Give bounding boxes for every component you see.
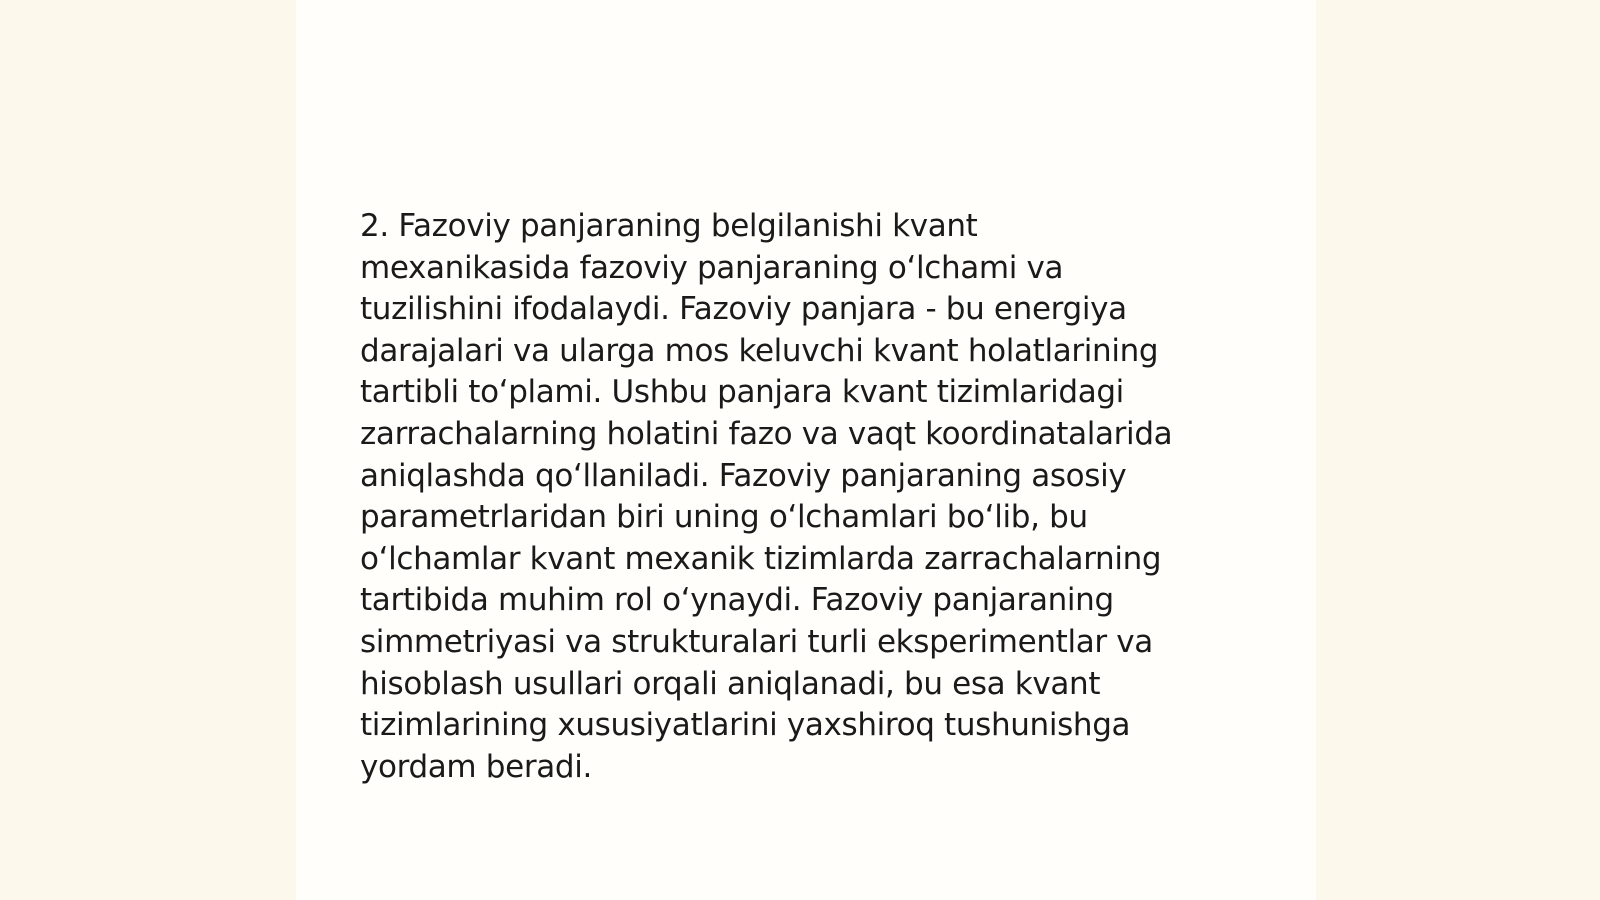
text-line: tartibli toʻplami. Ushbu panjara kvant tizimlaridagi: [360, 374, 1124, 411]
text-line: yordam beradi.: [360, 748, 592, 785]
text-line: tartibida muhim rol oʻynaydi. Fazoviy panjaraning: [360, 582, 1114, 619]
text-line: mexanikasida fazoviy panjaraning oʻlchami va: [360, 249, 1064, 286]
text-line: 2. Fazoviy panjaraning belgilanishi kvant: [360, 208, 978, 244]
text-line: oʻlchamlar kvant mexanik tizimlarda zarrachalarning: [360, 540, 1162, 577]
text-line: simmetriyasi va strukturalari turli eksperimentlar va: [360, 623, 1153, 660]
text-line: zarrachalarning holatini fazo va vaqt koordinatalarida: [360, 415, 1173, 452]
text-line: tuzilishini ifodalaydi. Fazoviy panjara - bu energiya: [360, 291, 1127, 328]
slide-body-text: [360, 206, 1250, 788]
text-line: parametrlaridan biri uning oʻlchamlari boʻlib, bu: [360, 499, 1088, 536]
text-line: darajalari va ularga mos keluvchi kvant holatlarining: [360, 332, 1159, 369]
text-line: hisoblash usullari orqali aniqlanadi, bu esa kvant: [360, 665, 1101, 702]
text-line: tizimlarining xususiyatlarini yaxshiroq tushunishga: [360, 707, 1131, 744]
slide: [296, 0, 1316, 900]
text-line: aniqlashda qoʻllaniladi. Fazoviy panjaraning asosiy: [360, 457, 1127, 494]
